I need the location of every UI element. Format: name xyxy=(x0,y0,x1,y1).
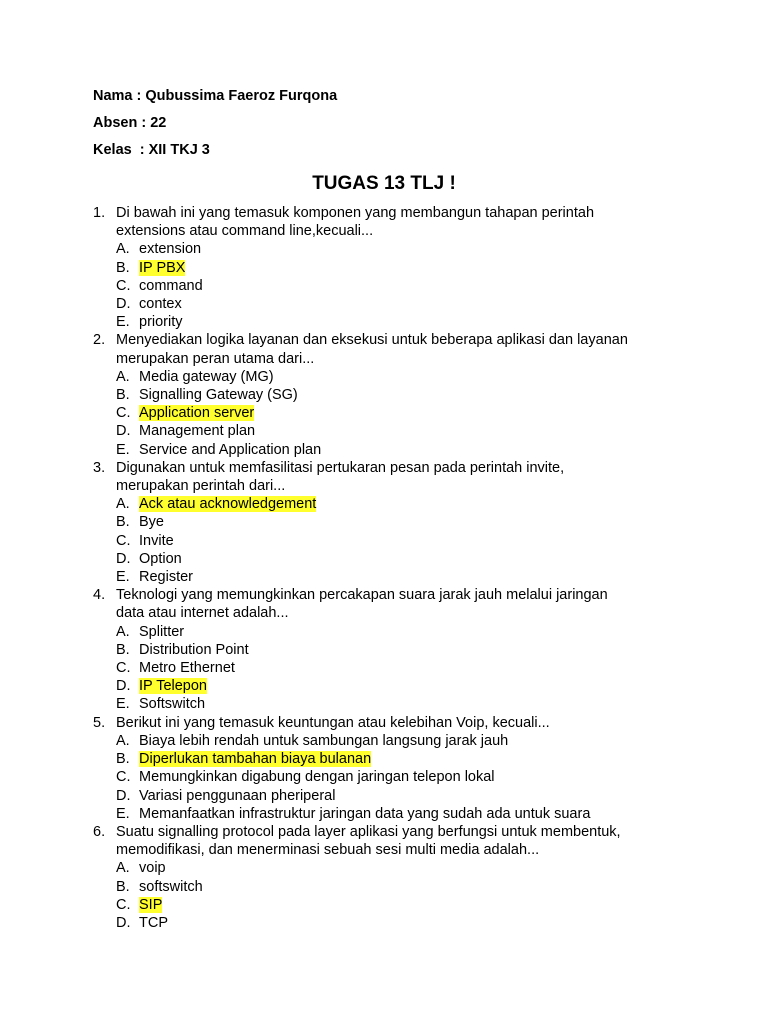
option-text: command xyxy=(139,277,203,294)
question-item xyxy=(93,331,693,458)
option-letter: B. xyxy=(116,641,130,658)
option-letter: A. xyxy=(116,368,130,385)
option-text: Metro Ethernet xyxy=(139,660,235,677)
question-text xyxy=(93,586,693,604)
question-text-line: Suatu signalling protocol pada layer aplikasi yang berfungsi untuk membentuk, xyxy=(116,823,621,840)
option-text: Memungkinkan digabung dengan jaringan telepon lokal xyxy=(139,769,495,786)
option-letter: B. xyxy=(116,514,130,531)
question-number: 4. xyxy=(93,587,106,604)
student-header xyxy=(93,87,337,168)
answer-option xyxy=(93,240,693,258)
page-title: TUGAS 13 TLJ ! xyxy=(312,173,456,194)
answer-option xyxy=(93,368,693,386)
answer-option xyxy=(93,750,693,768)
answer-option xyxy=(93,568,693,586)
question-text xyxy=(93,222,693,240)
option-text: extension xyxy=(139,241,202,258)
answer-option xyxy=(93,787,693,805)
question-text-line: extensions atau command line,kecuali... xyxy=(116,223,374,240)
answer-option xyxy=(93,641,693,659)
answer-option xyxy=(93,805,693,823)
question-text xyxy=(93,477,693,495)
question-number: 2. xyxy=(93,332,106,349)
option-text: softswitch xyxy=(139,878,203,895)
question-item xyxy=(93,586,693,713)
answer-option xyxy=(93,295,693,313)
question-number: 1. xyxy=(93,205,106,221)
option-letter: D. xyxy=(116,423,131,440)
question-item xyxy=(93,459,693,586)
option-letter: D. xyxy=(116,787,131,804)
option-text: Management plan xyxy=(139,423,256,440)
student-name: Nama : Qubussima Faeroz Furqona xyxy=(93,88,338,104)
option-text: TCP xyxy=(139,914,168,931)
answer-option xyxy=(93,677,693,695)
answer-option xyxy=(93,768,693,786)
question-text xyxy=(93,204,693,222)
option-letter: B. xyxy=(116,259,130,276)
question-text xyxy=(93,350,693,368)
option-letter: C. xyxy=(116,277,131,294)
option-text: Bye xyxy=(139,514,164,531)
option-text: Register xyxy=(139,569,193,586)
answer-option xyxy=(93,914,693,932)
question-item xyxy=(93,823,693,932)
answer-option xyxy=(93,695,693,713)
option-letter: C. xyxy=(116,896,131,913)
option-letter: A. xyxy=(116,732,130,749)
option-letter: C. xyxy=(116,532,131,549)
question-text-line: Digunakan untuk memfasilitasi pertukaran pesan pada perintah invite, xyxy=(116,459,565,476)
answer-option xyxy=(93,623,693,641)
question-text-line: memodifikasi, dan menerminasi sebuah sesi multi media adalah... xyxy=(116,842,540,859)
option-text: contex xyxy=(139,296,182,313)
answer-option xyxy=(93,386,693,404)
option-letter: A. xyxy=(116,860,130,877)
option-letter: C. xyxy=(116,660,131,677)
answer-option xyxy=(93,259,693,277)
option-letter: C. xyxy=(116,769,131,786)
selected-answer-text: IP PBX xyxy=(139,259,186,276)
question-text xyxy=(93,459,693,477)
option-letter: D. xyxy=(116,550,131,567)
selected-answer-text: Diperlukan tambahan biaya bulanan xyxy=(139,751,372,768)
question-text-line: Teknologi yang memungkinkan percakapan suara jarak jauh melalui jaringan xyxy=(116,587,608,604)
student-absen: Absen : 22 xyxy=(93,115,167,131)
question-text xyxy=(93,331,693,349)
option-text: Option xyxy=(139,550,182,567)
option-letter: A. xyxy=(116,496,130,513)
answer-option xyxy=(93,441,693,459)
question-text xyxy=(93,841,693,859)
option-text: Biaya lebih rendah untuk sambungan langsung jarak jauh xyxy=(139,732,509,749)
option-letter: E. xyxy=(116,569,130,586)
option-letter: C. xyxy=(116,405,131,422)
question-text-line: Berikut ini yang temasuk keuntungan atau kelebihan Voip, kecuali... xyxy=(116,714,550,731)
answer-option xyxy=(93,532,693,550)
answer-option xyxy=(93,550,693,568)
option-text: Softswitch xyxy=(139,696,206,713)
question-text-line: merupakan perintah dari... xyxy=(116,478,286,495)
option-letter: B. xyxy=(116,751,130,768)
answer-option xyxy=(93,404,693,422)
option-letter: E. xyxy=(116,805,130,822)
answer-option xyxy=(93,513,693,531)
answer-option xyxy=(93,878,693,896)
student-kelas: Kelas : XII TKJ 3 xyxy=(93,142,210,158)
answer-option xyxy=(93,277,693,295)
option-letter: E. xyxy=(116,314,130,331)
question-text xyxy=(93,714,693,732)
selected-answer-text: IP Telepon xyxy=(139,678,207,695)
option-text: Media gateway (MG) xyxy=(139,368,274,385)
option-letter: E. xyxy=(116,696,130,713)
option-letter: E. xyxy=(116,441,130,458)
option-letter: D. xyxy=(116,678,131,695)
question-item xyxy=(93,714,693,823)
answer-option xyxy=(93,859,693,877)
question-number: 3. xyxy=(93,459,106,476)
question-text-line: Di bawah ini yang temasuk komponen yang membangun tahapan perintah xyxy=(116,205,595,221)
option-text: priority xyxy=(139,314,183,331)
selected-answer-text: Application server xyxy=(139,405,255,422)
question-text-line: Menyediakan logika layanan dan eksekusi untuk beberapa aplikasi dan layanan xyxy=(116,332,628,349)
option-text: Invite xyxy=(139,532,174,549)
question-number: 5. xyxy=(93,714,106,731)
option-letter: A. xyxy=(116,623,130,640)
answer-option xyxy=(93,313,693,331)
option-letter: A. xyxy=(116,241,130,258)
answer-option xyxy=(93,422,693,440)
question-list xyxy=(93,204,693,932)
option-text: Distribution Point xyxy=(139,641,249,658)
option-text: Variasi penggunaan pheriperal xyxy=(139,787,336,804)
option-letter: B. xyxy=(116,387,130,404)
option-letter: B. xyxy=(116,878,130,895)
answer-option xyxy=(93,659,693,677)
question-text xyxy=(93,604,693,622)
option-text: Memanfaatkan infrastruktur jaringan data yang sudah ada untuk suara xyxy=(139,805,591,822)
selected-answer-text: SIP xyxy=(139,896,163,913)
answer-option xyxy=(93,732,693,750)
answer-option xyxy=(93,896,693,914)
option-text: voip xyxy=(139,860,166,877)
question-item xyxy=(93,204,693,331)
option-letter: D. xyxy=(116,296,131,313)
answer-option xyxy=(93,495,693,513)
option-text: Service and Application plan xyxy=(139,441,322,458)
question-text-line: merupakan peran utama dari... xyxy=(116,350,315,367)
option-text: Splitter xyxy=(139,623,185,640)
option-letter: D. xyxy=(116,914,131,931)
selected-answer-text: Ack atau acknowledgement xyxy=(139,496,317,513)
question-number: 6. xyxy=(93,823,106,840)
question-text-line: data atau internet adalah... xyxy=(116,605,289,622)
question-text xyxy=(93,823,693,841)
option-text: Signalling Gateway (SG) xyxy=(139,387,298,404)
